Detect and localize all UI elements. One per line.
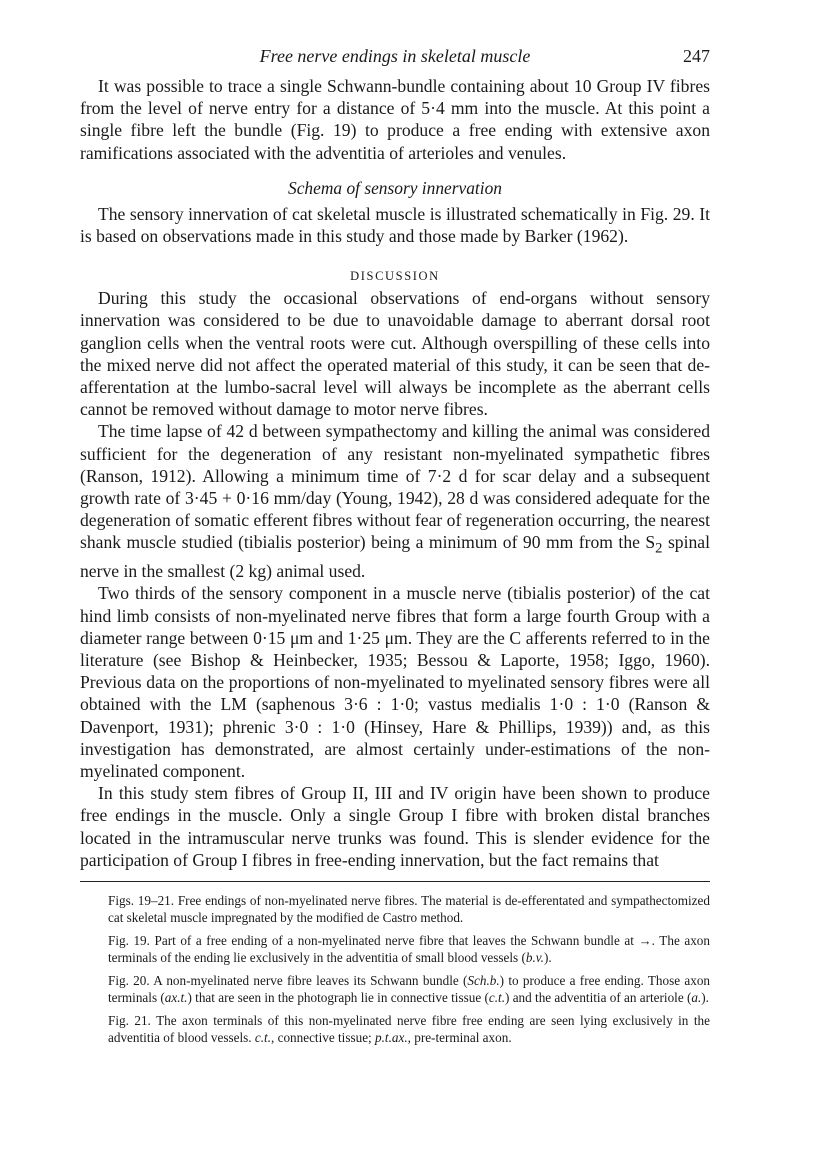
caption [108, 932, 710, 966]
running-title: Free nerve endings in skeletal muscle [259, 46, 531, 66]
caption-text: ). [543, 950, 552, 966]
caption-text: ) and the adventitia of an arteriole ( [505, 990, 692, 1006]
caption: Figs. 19–21. Free endings of non-myelinated nerve fibres. The material is de-efferentated and sympathectomized cat skeletal muscle impregnated by the modified de Castro method. [108, 893, 710, 926]
paragraph: In this study stem fibres of Group II, III and IV origin have been shown to produce free endings in the muscle. Only a single Group I fibre with broken distal branches located in the intramuscular nerve trunks was found. This is slender evidence for the participation of Group I fibres in free-ending innervation, but the fact remains that [80, 783, 710, 870]
caption-abbrev: a. [691, 990, 702, 1006]
caption [108, 1012, 710, 1046]
caption-abbrev: c.t. [254, 1030, 271, 1046]
subscript: 2 [655, 540, 663, 557]
paragraph-text: The time lapse of 42 d between sympathectomy and killing the animal was considered sufficient for the degeneration of any resistant non-myelinated sympathetic fibres (Ranson, 1912). Allowing a minimum time of 7·2 d for scar delay and a subsequent growth rate of 3·45 + 0·16 mm/day (Young, 1942), 28 d was considered adequate for the degeneration of somatic efferent fibres without fear of regeneration occurring, the nearest shank muscle studied (tibialis posterior) being a minimum of 90 mm from the S [80, 421, 710, 553]
section-heading: DISCUSSION [350, 269, 440, 284]
caption-abbrev: Sch.b. [467, 973, 500, 989]
caption-text: Fig. 21. The axon terminals of this non-myelinated nerve fibre free ending are seen lying exclusively in the adventitia of blood vessels. [108, 1013, 710, 1046]
paragraph: Two thirds of the sensory component in a muscle nerve (tibialis posterior) of the cat hind limb consists of non-myelinated nerve fibres that form a large fourth Group with a diameter range between 0·15 μm and 1·25 μm. They are the C afferents referred to in the literature (see Bishop & Heinbecker, 1935; Bessou & Laporte, 1958; Iggo, 1960). Previous data on the proportions of non-myelinated to myelinated sensory fibres were all obtained with the LM (saphenous 3·6 : 1·0; vastus medialis 1·0 : 1·0 (Ranson & Davenport, 1931); phrenic 3·0 : 1·0 (Hinsey, Hare & Phillips, 1939)) and, as this investigation has demonstrated, are almost certainly under-estimations of the non-myelinated component. [80, 583, 710, 781]
footnote-rule [80, 881, 710, 882]
paragraph: During this study the occasional observations of end-organs without sensory innervation was considered to be due to unavoidable damage to aberrant dorsal root ganglion cells when the ventral roots were cut. Although overspilling of these cells into the mixed nerve did not affect the operated material of this study, it can be seen that de-afferentation at the lumbo-sacral level will always be incomplete as the aberrant cells cannot be removed without damage to motor nerve fibres. [80, 288, 710, 420]
caption-abbrev: ax.t. [164, 990, 188, 1006]
paragraph-text: spinal nerve in the smallest (2 kg) animal used. [80, 532, 710, 582]
caption-text: Fig. 20. A non-myelinated nerve fibre leaves its Schwann bundle ( [108, 973, 468, 989]
page [80, 44, 710, 1052]
paragraph: The sensory innervation of cat skeletal muscle is illustrated schematically in Fig. 29. It is based on observations made in this study and those made by Barker (1962). [80, 203, 710, 247]
caption [108, 972, 710, 1006]
figure-captions [80, 892, 710, 1046]
caption-text: ) that are seen in the photograph lie in connective tissue ( [187, 990, 489, 1006]
caption-text: ) to produce a free ending. Those axon terminals ( [108, 973, 711, 1006]
caption-text: , connective tissue; [271, 1030, 376, 1046]
page-number: 247 [683, 46, 710, 66]
caption-abbrev: c.t. [488, 990, 505, 1006]
caption-text: ). [701, 990, 709, 1006]
caption-text: , pre-terminal axon. [407, 1030, 512, 1046]
paragraph [80, 420, 710, 582]
subheading: Schema of sensory innervation [288, 177, 502, 198]
running-header [80, 44, 710, 72]
paragraph: It was possible to trace a single Schwann-bundle containing about 10 Group IV fibres from the level of nerve entry for a distance of 5·4 mm into the muscle. At this point a single fibre left the bundle (Fig. 19) to produce a free ending with extensive axon ramifications associated with the adventitia of arterioles and venules. [80, 76, 710, 163]
caption-abbrev: p.t.ax. [375, 1030, 408, 1046]
caption-abbrev: b.v. [525, 950, 544, 966]
caption-text: Fig. 19. Part of a free ending of a non-myelinated nerve fibre that leaves the Schwann bundle at →. The axon terminals of the ending lie exclusively in the adventitia of small blood vessels ( [108, 933, 710, 966]
